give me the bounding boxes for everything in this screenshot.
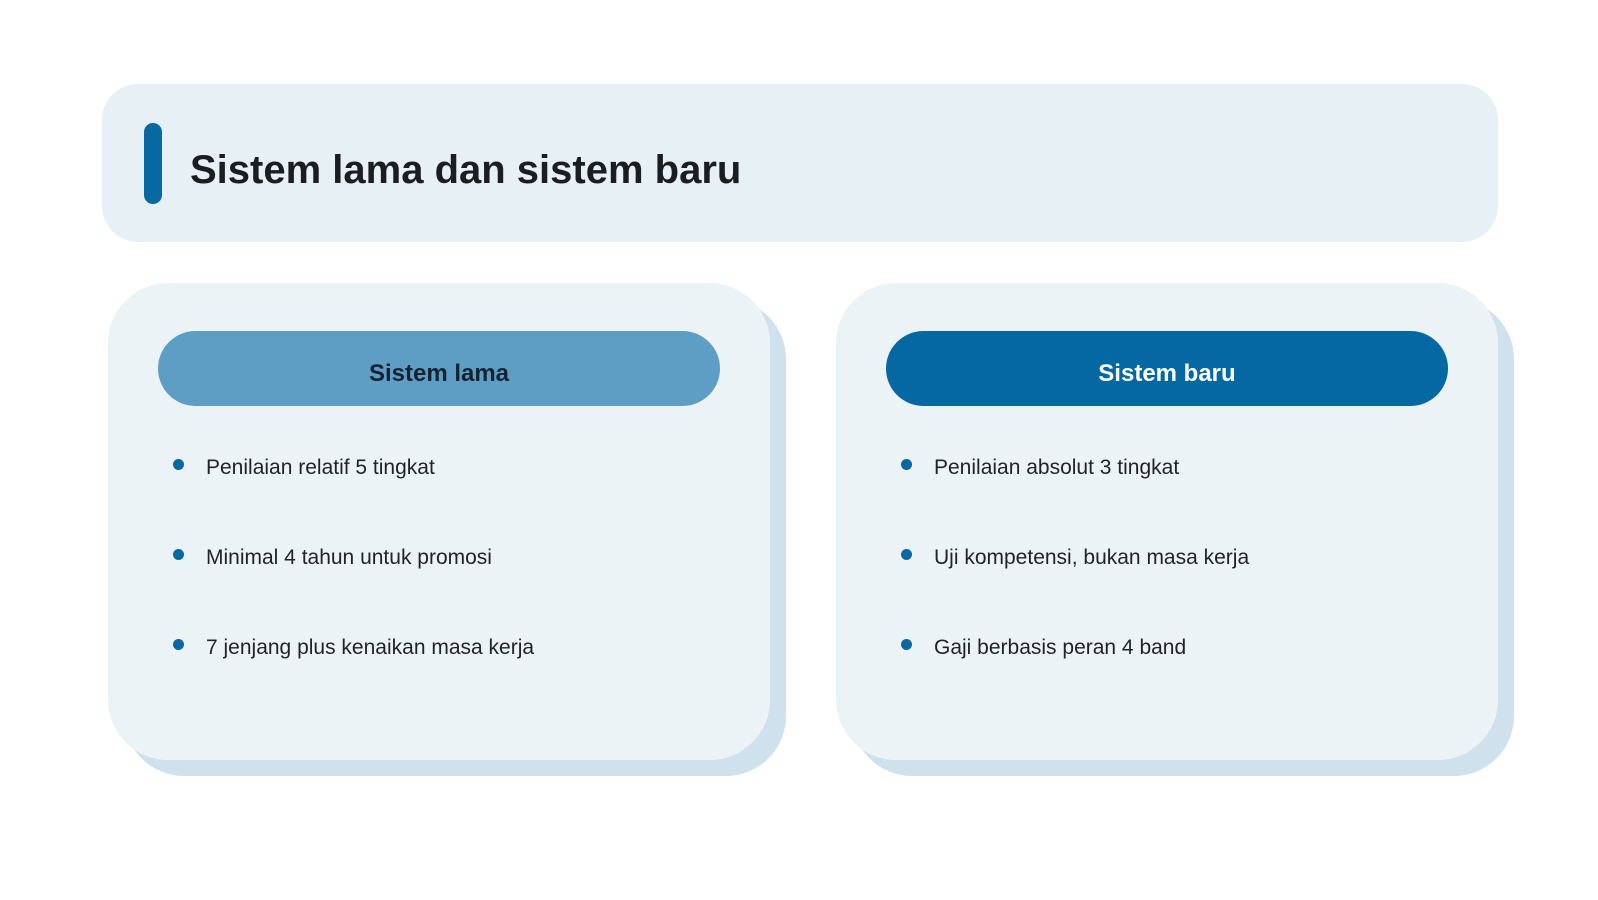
old-system-heading: Sistem lama [158,331,720,406]
bullet-dot-icon [173,549,184,560]
list-item-text: Gaji berbasis peran 4 band [934,636,1187,659]
bullet-dot-icon [173,639,184,650]
list-item-text: Penilaian relatif 5 tingkat [206,456,435,479]
old-system-card [108,283,786,776]
list-item-text: Minimal 4 tahun untuk promosi [206,546,492,569]
list-item-text: Penilaian absolut 3 tingkat [934,456,1180,479]
title-bar [102,84,1498,242]
list-item-text: 7 jenjang plus kenaikan masa kerja [206,636,535,659]
list-item-text: Uji kompetensi, bukan masa kerja [934,546,1250,569]
new-system-card [836,283,1514,776]
card-body [108,283,770,760]
title-accent-bar [144,123,162,204]
bullet-dot-icon [901,549,912,560]
bullet-dot-icon [901,459,912,470]
bullet-dot-icon [173,459,184,470]
card-body [836,283,1498,760]
new-system-heading: Sistem baru [886,331,1448,406]
bullet-dot-icon [901,639,912,650]
slide-title: Sistem lama dan sistem baru [190,148,742,192]
